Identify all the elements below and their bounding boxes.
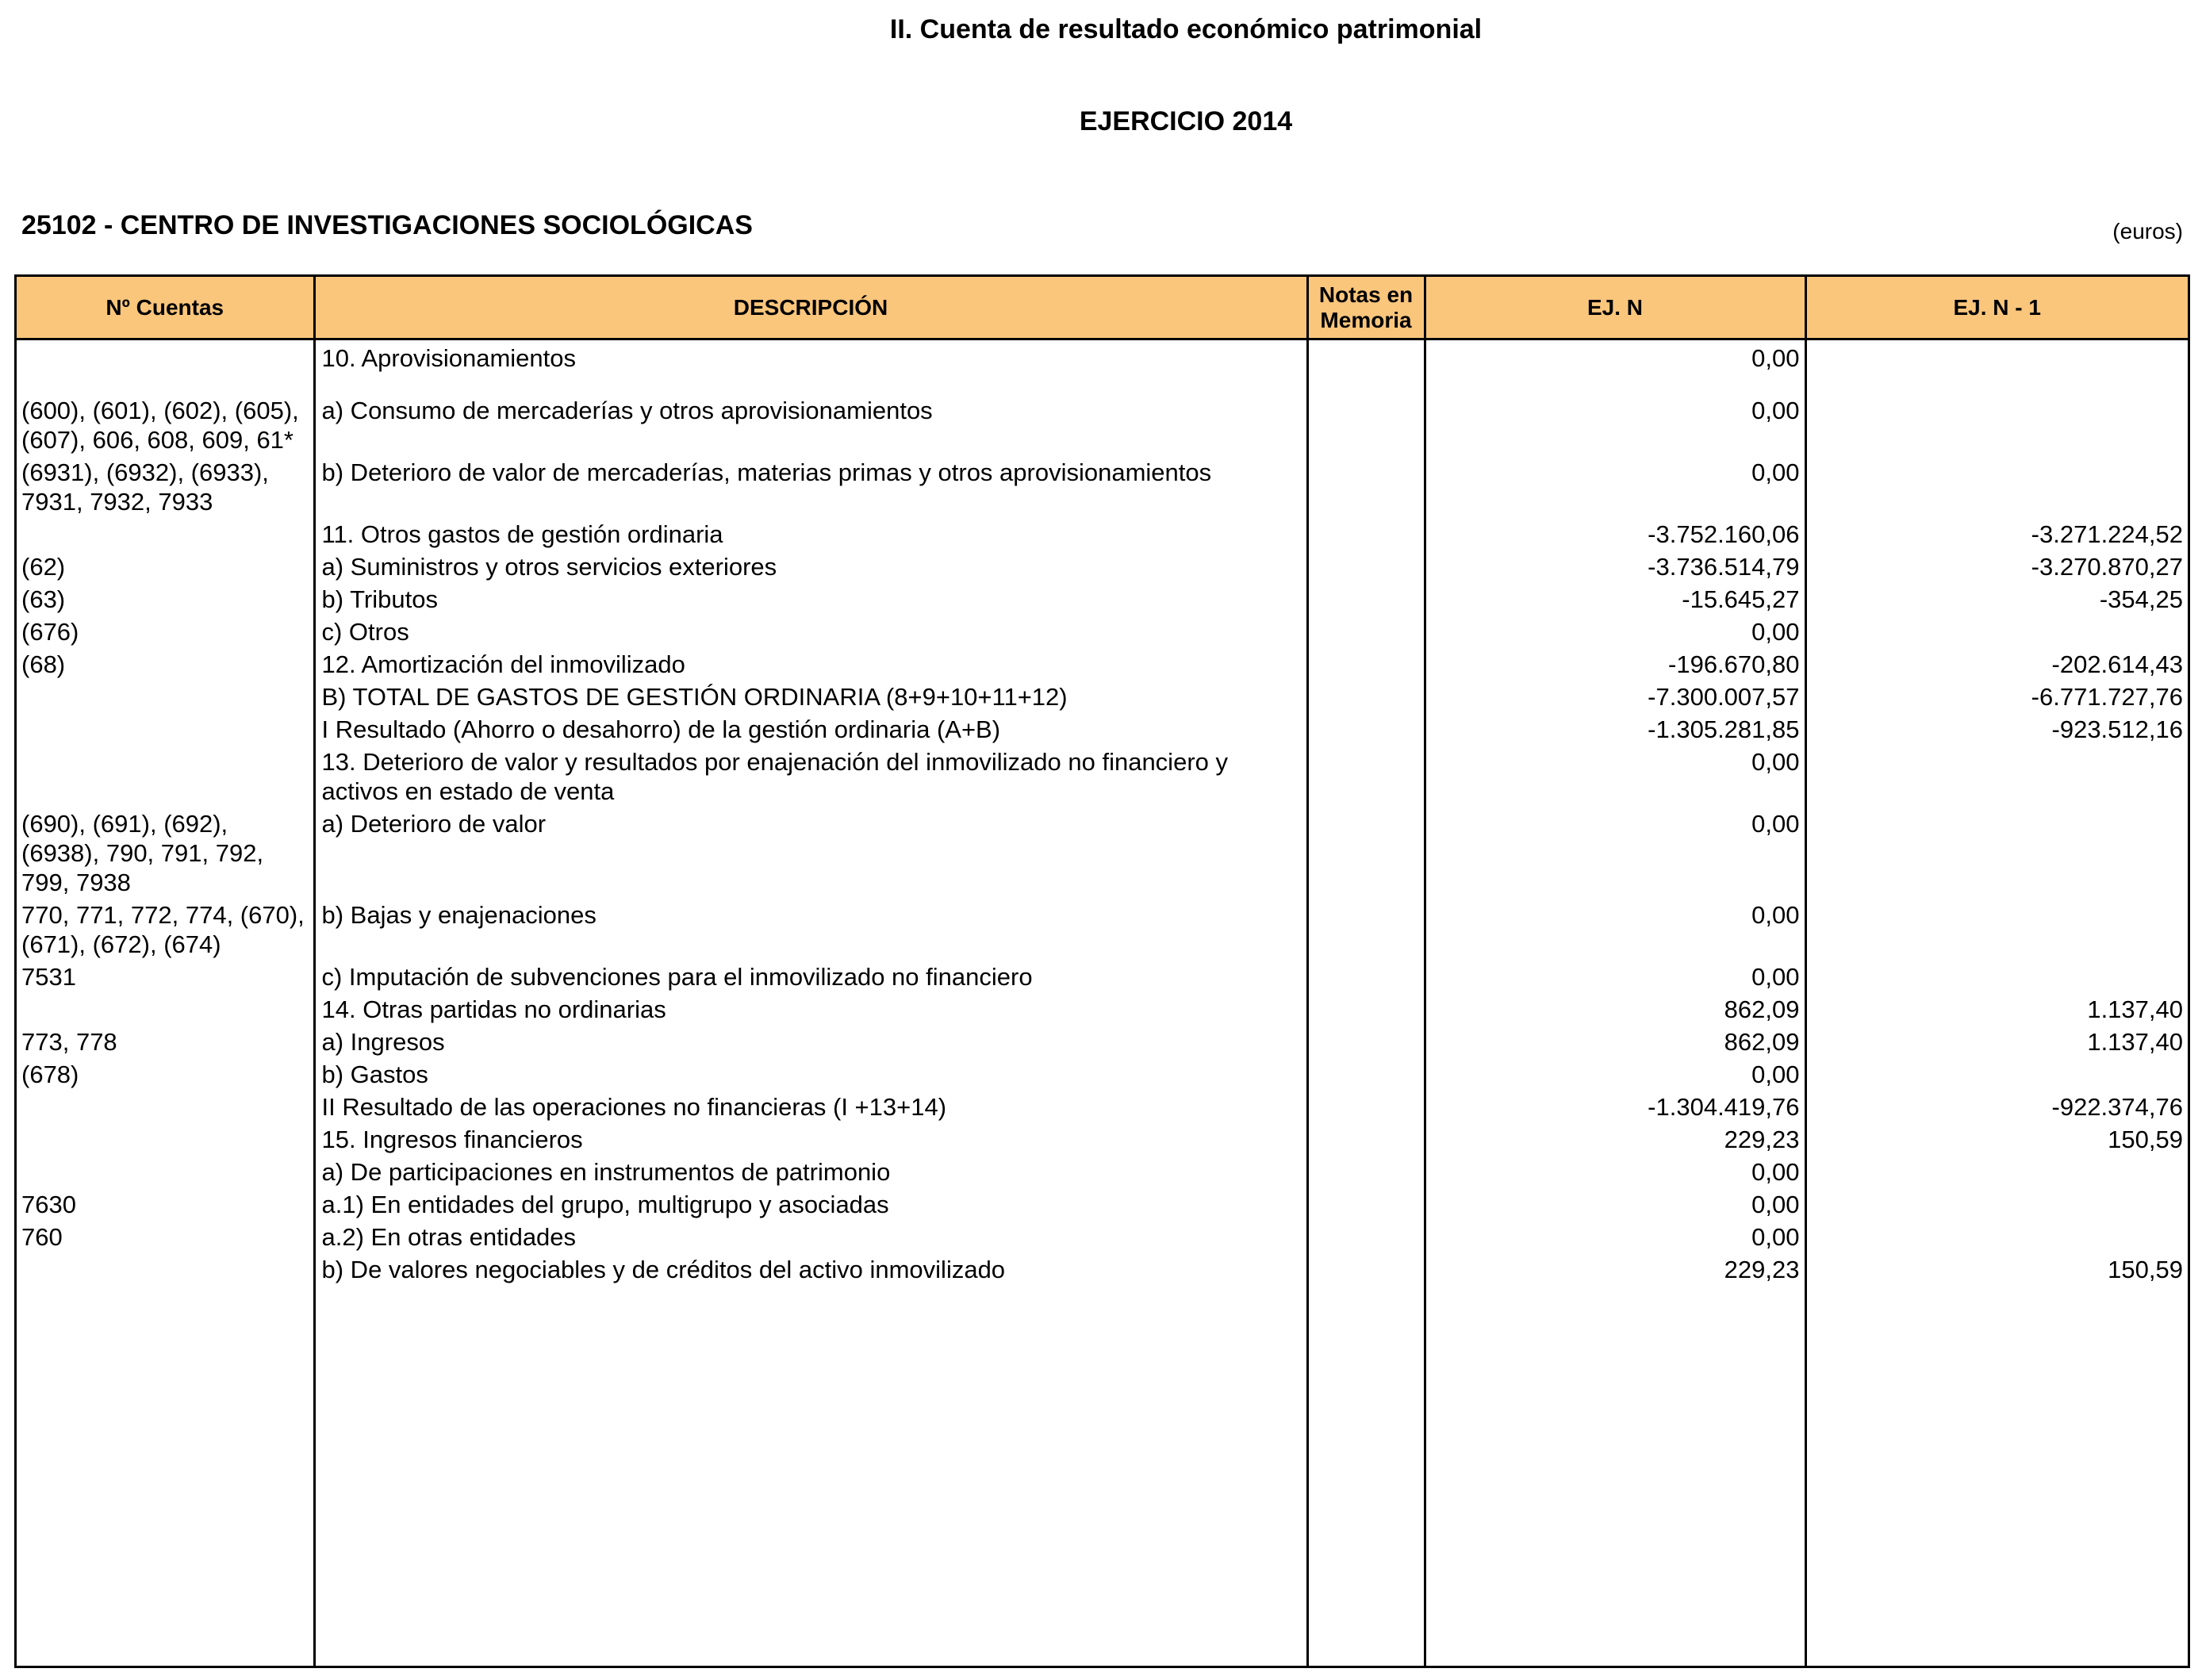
header-description: DESCRIPCIÓN (314, 277, 1307, 339)
cell-current-year: -1.304.419,76 (1425, 1089, 1805, 1122)
cell-accounts: 7531 (17, 959, 314, 992)
cell-current-year: -3.736.514,79 (1425, 549, 1805, 581)
table-row (17, 959, 2188, 992)
cell-previous-year: 150,59 (2108, 1126, 2183, 1153)
cell-description: 12. Amortización del inmovilizado (314, 646, 1307, 679)
cell-current-year: 0,00 (1425, 1187, 1805, 1219)
cell-current-year: -7.300.007,57 (1425, 679, 1805, 712)
cell-previous-year: -3.270.870,27 (2031, 553, 2183, 581)
cell-current-year: -3.752.160,06 (1425, 516, 1805, 549)
cell-accounts (17, 1122, 314, 1154)
cell-previous-year (1805, 959, 2188, 992)
table-row (17, 549, 2188, 581)
cell-description: a) De participaciones en instrumentos de patrimonio (314, 1154, 1307, 1187)
cell-description: a.2) En otras entidades (314, 1219, 1307, 1252)
cell-description: a.1) En entidades del grupo, multigrupo y asociadas (314, 1187, 1307, 1219)
cell-current-year: 0,00 (1425, 393, 1805, 455)
header-notes-line2: Memoria (1320, 307, 1412, 332)
table-row (17, 1024, 2188, 1057)
cell-notes (1307, 1187, 1425, 1219)
cell-current-year: 0,00 (1425, 455, 1805, 516)
table-row (17, 1252, 2188, 1668)
cell-current-year: 0,00 (1425, 744, 1805, 806)
cell-current-year: 0,00 (1425, 1154, 1805, 1187)
cell-description: c) Otros (314, 614, 1307, 646)
cell-previous-year (1805, 744, 2188, 806)
cell-description: b) Tributos (314, 581, 1307, 614)
cell-accounts: 773, 778 (17, 1024, 314, 1057)
cell-previous-year: 150,59 (2108, 1256, 2183, 1283)
cell-accounts: 760 (17, 1219, 314, 1252)
currency-note: (euros) (2112, 219, 2183, 244)
cell-current-year: 862,09 (1425, 992, 1805, 1024)
results-table (17, 277, 2188, 1668)
cell-current-year: 0,00 (1425, 1057, 1805, 1089)
cell-notes (1307, 1122, 1425, 1154)
cell-previous-year (1805, 1187, 2188, 1219)
cell-notes (1307, 959, 1425, 992)
cell-current-year: 229,23 (1425, 1122, 1805, 1154)
table-row (17, 1057, 2188, 1089)
cell-current-year: -196.670,80 (1425, 646, 1805, 679)
table-row (17, 1089, 2188, 1122)
cell-accounts (17, 992, 314, 1024)
cell-accounts: (68) (17, 646, 314, 679)
cell-notes (1307, 516, 1425, 549)
table-row (17, 992, 2188, 1024)
cell-description: c) Imputación de subvenciones para el inmovilizado no financiero (314, 959, 1307, 992)
table-row (17, 806, 2188, 897)
exercise-title: EJERCICIO 2014 (1079, 106, 1293, 136)
cell-description: I Resultado (Ahorro o desahorro) de la gestión ordinaria (A+B) (314, 712, 1307, 744)
cell-current-year: 0,00 (1425, 806, 1805, 897)
cell-description: b) Bajas y enajenaciones (314, 897, 1307, 959)
cell-previous-year (1805, 339, 2188, 393)
cell-description: b) Gastos (314, 1057, 1307, 1089)
cell-notes (1307, 897, 1425, 959)
cell-accounts (17, 339, 314, 393)
cell-previous-year (1805, 614, 2188, 646)
cell-previous-year (1805, 1154, 2188, 1187)
cell-accounts (17, 1154, 314, 1187)
table-row (17, 1122, 2188, 1154)
cell-notes (1307, 1089, 1425, 1122)
cell-previous-year: 1.137,40 (2087, 1028, 2183, 1056)
cell-current-year: 0,00 (1425, 959, 1805, 992)
cell-accounts: (600), (601), (602), (605), (607), 606, 608, 609, 61* (17, 393, 314, 455)
cell-description: 10. Aprovisionamientos (314, 339, 1307, 393)
cell-accounts (17, 1089, 314, 1122)
cell-description: a) Suministros y otros servicios exteriores (314, 549, 1307, 581)
cell-previous-year (1805, 1219, 2188, 1252)
cell-notes (1307, 646, 1425, 679)
results-table-frame (14, 274, 2190, 1668)
cell-accounts (17, 516, 314, 549)
header-accounts: Nº Cuentas (17, 277, 314, 339)
cell-notes (1307, 1057, 1425, 1089)
cell-notes (1307, 393, 1425, 455)
cell-description: a) Consumo de mercaderías y otros aprovisionamientos (314, 393, 1307, 455)
cell-notes (1307, 455, 1425, 516)
header-previous-year: EJ. N - 1 (1805, 277, 2188, 339)
cell-accounts: 7630 (17, 1187, 314, 1219)
cell-previous-year: -922.374,76 (2051, 1093, 2183, 1121)
table-row (17, 393, 2188, 455)
table-row (17, 516, 2188, 549)
table-row (17, 581, 2188, 614)
cell-notes (1307, 339, 1425, 393)
cell-notes (1307, 679, 1425, 712)
cell-accounts: (690), (691), (692), (6938), 790, 791, 792, 799, 7938 (17, 806, 314, 897)
cell-accounts (17, 712, 314, 744)
cell-previous-year: -3.271.224,52 (2031, 520, 2183, 548)
cell-notes (1307, 581, 1425, 614)
cell-previous-year: -354,25 (2099, 585, 2183, 613)
cell-accounts: (676) (17, 614, 314, 646)
header-notes (1307, 277, 1425, 339)
cell-accounts (17, 679, 314, 712)
cell-current-year: -1.305.281,85 (1425, 712, 1805, 744)
cell-accounts: (62) (17, 549, 314, 581)
table-row (17, 897, 2188, 959)
cell-current-year: 0,00 (1425, 614, 1805, 646)
header-notes-line1: Notas en (1318, 282, 1414, 307)
cell-previous-year (1805, 1057, 2188, 1089)
cell-description: 15. Ingresos financieros (314, 1122, 1307, 1154)
cell-description: b) De valores negociables y de créditos del activo inmovilizado (314, 1252, 1307, 1668)
table-row (17, 744, 2188, 806)
cell-notes (1307, 1219, 1425, 1252)
cell-accounts: (6931), (6932), (6933), 7931, 7932, 7933 (17, 455, 314, 516)
cell-accounts: (63) (17, 581, 314, 614)
cell-current-year: 0,00 (1425, 1219, 1805, 1252)
header-current-year: EJ. N (1425, 277, 1805, 339)
cell-notes (1307, 614, 1425, 646)
table-header-row (17, 277, 2188, 339)
cell-previous-year: -923.512,16 (2051, 715, 2183, 743)
page-title: II. Cuenta de resultado económico patrimonial (889, 14, 1483, 44)
cell-current-year: 229,23 (1425, 1252, 1805, 1668)
cell-description: B) TOTAL DE GASTOS DE GESTIÓN ORDINARIA (8+9+10+11+12) (314, 679, 1307, 712)
cell-previous-year (1805, 455, 2188, 516)
table-row (17, 1187, 2188, 1219)
cell-description: 11. Otros gastos de gestión ordinaria (314, 516, 1307, 549)
cell-accounts (17, 1252, 314, 1668)
cell-current-year: 0,00 (1425, 897, 1805, 959)
cell-current-year: 0,00 (1425, 339, 1805, 393)
table-row (17, 646, 2188, 679)
table-row (17, 679, 2188, 712)
entity-title: 25102 - CENTRO DE INVESTIGACIONES SOCIOLÓGICAS (21, 210, 753, 240)
cell-description: a) Ingresos (314, 1024, 1307, 1057)
cell-notes (1307, 712, 1425, 744)
cell-description: 13. Deterioro de valor y resultados por enajenación del inmovilizado no financiero y activos en estado de venta (314, 744, 1307, 806)
cell-previous-year (1805, 806, 2188, 897)
table-row (17, 1219, 2188, 1252)
cell-accounts: 770, 771, 772, 774, (670), (671), (672), (674) (17, 897, 314, 959)
cell-current-year: -15.645,27 (1425, 581, 1805, 614)
table-body (17, 339, 2188, 1669)
cell-previous-year: -6.771.727,76 (2031, 683, 2183, 711)
table-row (17, 455, 2188, 516)
cell-description: b) Deterioro de valor de mercaderías, materias primas y otros aprovisionamientos (314, 455, 1307, 516)
table-row (17, 1154, 2188, 1187)
cell-notes (1307, 1154, 1425, 1187)
table-row (17, 339, 2188, 393)
cell-previous-year (1805, 897, 2188, 959)
cell-previous-year: 1.137,40 (2087, 995, 2183, 1023)
cell-description: 14. Otras partidas no ordinarias (314, 992, 1307, 1024)
cell-notes (1307, 1024, 1425, 1057)
cell-previous-year (1805, 393, 2188, 455)
cell-previous-year: -202.614,43 (2051, 650, 2183, 678)
cell-notes (1307, 549, 1425, 581)
cell-notes (1307, 1252, 1425, 1668)
cell-notes (1307, 744, 1425, 806)
table-row (17, 614, 2188, 646)
cell-notes (1307, 992, 1425, 1024)
cell-description: a) Deterioro de valor (314, 806, 1307, 897)
cell-accounts (17, 744, 314, 806)
cell-accounts: (678) (17, 1057, 314, 1089)
cell-description: II Resultado de las operaciones no financieras (I +13+14) (314, 1089, 1307, 1122)
cell-notes (1307, 806, 1425, 897)
table-row (17, 712, 2188, 744)
cell-current-year: 862,09 (1425, 1024, 1805, 1057)
